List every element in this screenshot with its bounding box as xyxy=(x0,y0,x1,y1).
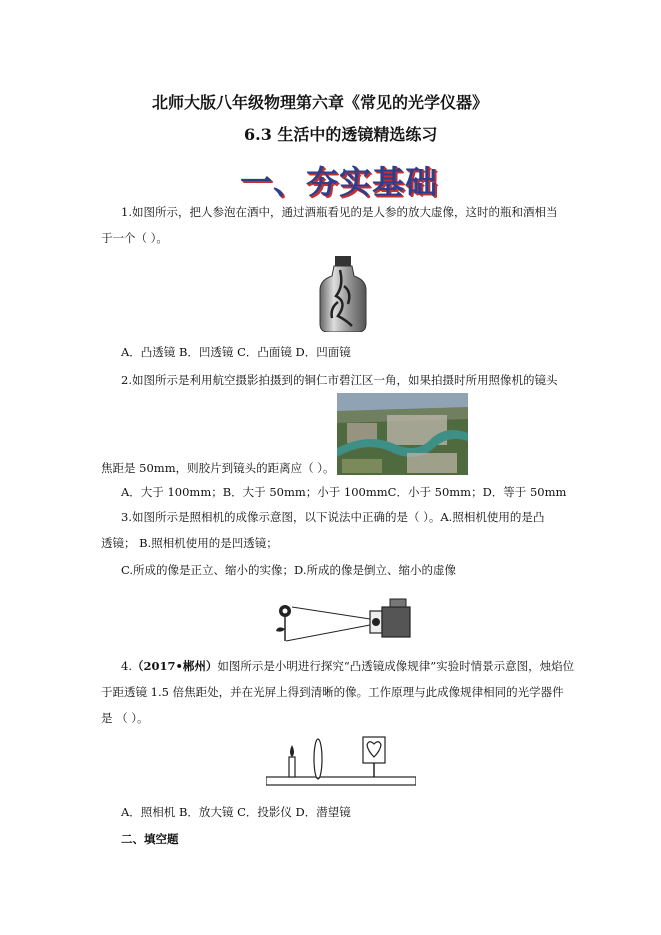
lens-experiment-diagram xyxy=(266,735,416,793)
q2-options: A．大于 100mm；B．大于 50mm；小于 100mmC．小于 50mm；D．等于 50mm xyxy=(121,485,567,499)
q1-line1: 1.如图所示，把人参泡在酒中，通过酒瓶看见的是人参的放大虚像，这时的瓶和酒相当 xyxy=(121,205,558,219)
q3-line2: 透镜； B.照相机使用的是凹透镜； xyxy=(101,536,278,550)
ginseng-bottle-image xyxy=(318,256,368,332)
camera-imaging-diagram xyxy=(272,597,414,643)
q4-number: 4. xyxy=(121,659,132,673)
q3-line3: C.所成的像是正立、缩小的实像；D.所成的像是倒立、缩小的虚像 xyxy=(121,563,457,577)
document-title: 北师大版八年级物理第六章《常见的光学仪器》 xyxy=(152,93,489,112)
q4-line3: 是 （ ）。 xyxy=(101,711,149,725)
q4-line1-text: 如图所示是小明进行探究“凸透镜成像规律”实验时情景示意图，烛焰位 xyxy=(217,659,575,673)
q2-line1: 2.如图所示是利用航空摄影拍摄到的铜仁市碧江区一角，如果拍摄时所用照像机的镜头 xyxy=(121,373,558,387)
q1-options: A．凸透镜 B．凹透镜 C．凸面镜 D．凹面镜 xyxy=(121,345,351,359)
q4-line2: 于距透镜 1.5 倍焦距处，并在光屏上得到清晰的像。工作原理与此成像规律相同的光学器件 xyxy=(101,685,564,699)
document-subtitle: 6.3 生活中的透镜精选练习 xyxy=(244,125,438,144)
q2-line2: 焦距是 50mm，则胶片到镜头的距离应（ ）。 xyxy=(101,461,335,475)
section-title: 一、夯实基础 xyxy=(240,163,439,201)
aerial-city-photo xyxy=(337,393,468,475)
q4-options: A．照相机 B．放大镜 C．投影仪 D．潜望镜 xyxy=(121,805,351,819)
q4-line1 xyxy=(121,656,574,677)
section2-title: 二、填空题 xyxy=(121,832,179,846)
q1-line2: 于一个（ ）。 xyxy=(101,231,168,245)
q3-line1: 3.如图所示是照相机的成像示意图，以下说法中正确的是（ ）。A.照相机使用的是凸 xyxy=(121,510,545,524)
q4-source-tag: （2017•郴州） xyxy=(131,659,218,673)
